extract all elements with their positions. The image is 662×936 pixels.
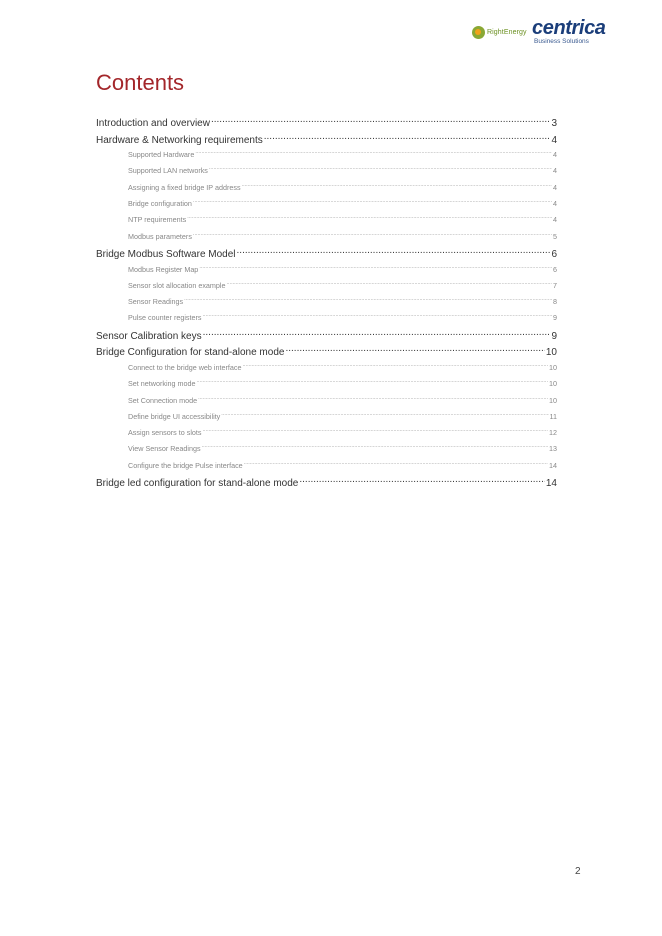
toc-subentry[interactable] [96, 229, 557, 245]
toc-subentry[interactable] [96, 425, 557, 441]
toc-entry-page: 13 [549, 444, 557, 454]
toc-leader-dots [197, 377, 548, 386]
toc-entry-page: 4 [553, 166, 557, 176]
toc-entry-label: Sensor slot allocation example [128, 280, 226, 290]
toc-subentry[interactable] [96, 360, 557, 376]
toc-entry-page: 7 [553, 280, 557, 290]
toc-leader-dots [285, 343, 544, 355]
toc-leader-dots [203, 327, 551, 339]
toc-leader-dots [202, 442, 548, 451]
toc-leader-dots [193, 230, 552, 239]
toc-entry[interactable] [96, 114, 557, 131]
toc-leader-dots [211, 114, 550, 126]
toc-entry[interactable] [96, 343, 557, 360]
rightenergy-logo-icon [472, 26, 485, 39]
toc-entry[interactable] [96, 327, 557, 344]
toc-entry-page: 9 [551, 330, 557, 342]
toc-entry-label: Supported LAN networks [128, 166, 208, 176]
toc-entry-label: Define bridge UI accessibility [128, 411, 221, 421]
toc-subentry[interactable] [96, 180, 557, 196]
toc-leader-dots [237, 245, 551, 257]
toc-entry-label: Introduction and overview [96, 118, 210, 129]
toc-leader-dots [226, 279, 552, 288]
toc-entry-label: Modbus parameters [128, 231, 192, 241]
toc-entry-label: Sensor Readings [128, 297, 184, 307]
toc-leader-dots [198, 394, 548, 403]
centrica-logo-name: centrica [532, 17, 606, 39]
toc-entry-page: 4 [553, 215, 557, 225]
toc-leader-dots [242, 181, 552, 190]
toc-entry-page: 6 [553, 264, 557, 274]
toc-leader-dots [203, 426, 548, 435]
toc-subentry[interactable] [96, 294, 557, 310]
toc-entry-page: 14 [545, 478, 557, 490]
toc-entry-label: Bridge configuration [128, 199, 192, 209]
toc-entry-label: Sensor Calibration keys [96, 330, 202, 342]
toc-entry-label: NTP requirements [128, 215, 187, 225]
toc-entry-page: 12 [549, 428, 557, 438]
toc-entry-page: 4 [553, 182, 557, 192]
toc-leader-dots [199, 263, 552, 272]
toc-entry-label: View Sensor Readings [128, 444, 201, 454]
toc-entry-page: 9 [553, 313, 557, 323]
toc-entry-page: 4 [553, 150, 557, 160]
toc-subentry[interactable] [96, 393, 557, 409]
toc-leader-dots [193, 197, 552, 206]
rightenergy-logo-text: RightEnergy [487, 29, 527, 36]
toc-leader-dots [195, 148, 552, 157]
toc-leader-dots [299, 474, 545, 486]
toc-entry-label: Bridge Configuration for stand-alone mode [96, 347, 285, 359]
page-title: Contents [96, 70, 185, 95]
toc-entry-page: 6 [551, 248, 557, 260]
header-logos [396, 17, 636, 50]
toc-leader-dots [209, 164, 552, 173]
toc-subentry[interactable] [96, 196, 557, 212]
toc-entry-label: Pulse counter registers [128, 313, 202, 323]
toc-entry[interactable] [96, 474, 557, 491]
toc-subentry[interactable] [96, 163, 557, 179]
toc-leader-dots [184, 295, 552, 304]
toc-entry[interactable] [96, 245, 557, 262]
toc-leader-dots [244, 459, 548, 468]
toc-entry-page: 4 [551, 134, 557, 146]
toc-entry-page: 3 [551, 118, 557, 129]
toc-leader-dots [203, 311, 552, 320]
toc-entry-label: Assigning a fixed bridge IP address [128, 182, 241, 192]
rightenergy-logo [472, 26, 527, 39]
toc-entry-label: Bridge Modbus Software Model [96, 248, 236, 260]
toc-entry-page: 10 [545, 347, 557, 359]
toc-entry-label: Set Connection mode [128, 395, 198, 405]
toc-subentry[interactable] [96, 441, 557, 457]
centrica-logo-subtitle: Business Solutions [534, 38, 589, 45]
toc-entry-page: 10 [549, 395, 557, 405]
table-of-contents [96, 114, 557, 491]
toc-leader-dots [187, 213, 552, 222]
toc-subentry[interactable] [96, 376, 557, 392]
toc-entry-page: 5 [553, 231, 557, 241]
toc-subentry[interactable] [96, 262, 557, 278]
toc-leader-dots [221, 410, 548, 419]
toc-entry[interactable] [96, 131, 557, 148]
toc-entry-label: Set networking mode [128, 379, 196, 389]
toc-entry-page: 8 [553, 297, 557, 307]
toc-subentry[interactable] [96, 212, 557, 228]
centrica-logo [532, 18, 606, 46]
toc-entry-page: 10 [549, 379, 557, 389]
toc-subentry[interactable] [96, 278, 557, 294]
toc-entry-label: Configure the bridge Pulse interface [128, 460, 243, 470]
toc-entry-page: 10 [549, 362, 557, 372]
toc-entry-label: Assign sensors to slots [128, 428, 202, 438]
toc-subentry[interactable] [96, 458, 557, 474]
toc-entry-label: Hardware & Networking requirements [96, 134, 263, 146]
toc-entry-page: 4 [553, 199, 557, 209]
toc-subentry[interactable] [96, 409, 557, 425]
toc-entry-label: Modbus Register Map [128, 264, 199, 274]
toc-entry-page: 11 [549, 411, 557, 421]
page-number: 2 [575, 866, 581, 877]
toc-subentry[interactable] [96, 147, 557, 163]
toc-leader-dots [264, 131, 551, 143]
toc-entry-page: 14 [549, 460, 557, 470]
toc-subentry[interactable] [96, 310, 557, 326]
toc-entry-label: Connect to the bridge web interface [128, 362, 242, 372]
toc-entry-label: Supported Hardware [128, 150, 195, 160]
toc-entry-label: Bridge led configuration for stand-alone mode [96, 478, 299, 490]
toc-leader-dots [242, 361, 548, 370]
